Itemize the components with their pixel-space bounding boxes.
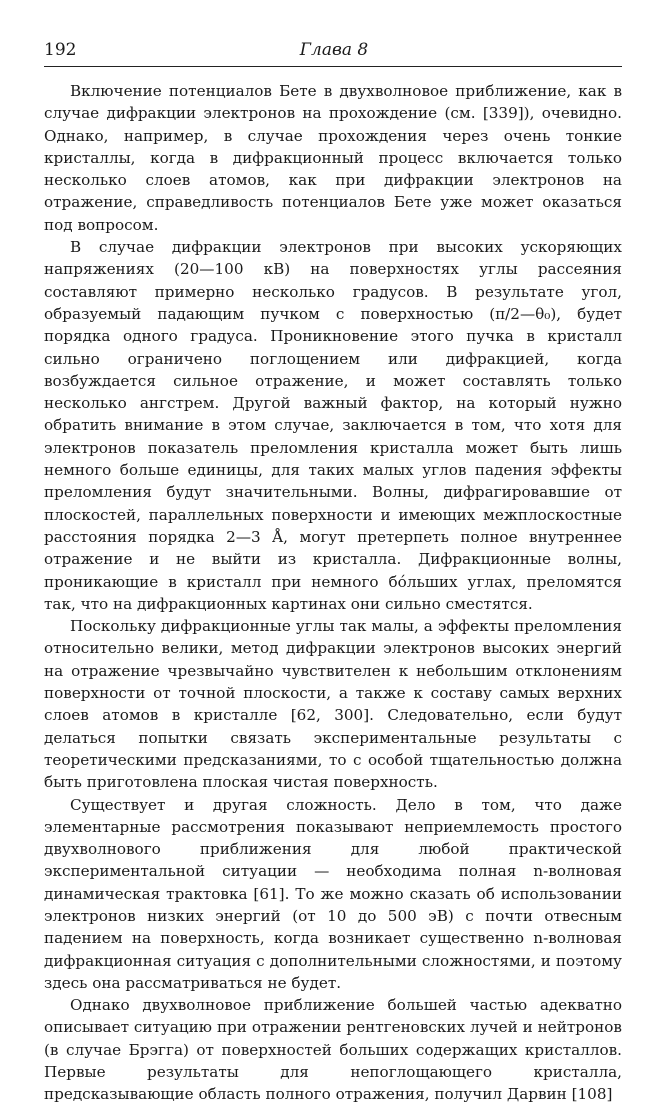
page-body — [44, 80, 622, 1106]
header-rule — [44, 66, 622, 67]
paragraph-1: Включение потенциалов Бете в двухволновое приближение, как в случае дифракции электронов на прохождение (см. [339]), очевидно. Однако, например, в случае прохождения через очень тонкие кристаллы, когда в дифракционный процесс включается только несколько слоев атомов, как при дифракции электронов на отражение, справедливость потенциалов Бете уже может оказаться под вопросом. — [44, 82, 622, 234]
paragraph-3: Поскольку дифракционные углы так малы, а эффекты преломления относительно велики, метод дифракции электронов высоких энергий на отражение чрезвычайно чувствителен к небольшим отклонениям поверхности от точной плоскости, а также к составу самых верхних слоев атомов в кристалле [62, 300]. Следовательно, если будут делаться попытки связать экспериментальные результаты с теоретическими предсказаниями, то с особой тщательностью должна быть приготовлена плоская чистая поверхность. — [44, 617, 622, 792]
page-header — [44, 40, 624, 64]
paragraph-5: Однако двухволновое приближение большей частью адекватно описывает ситуацию при отражении рентгеновских лучей и нейтронов (в случае Брэгга) от поверхностей больших содержащих кристаллов. Первые результаты для непоглощающего кристалла, предсказывающие область полного отражения, получил Дарвин [108] — [44, 996, 622, 1104]
page-number: 192 — [44, 40, 77, 60]
chapter-title: Глава 8 — [299, 40, 369, 60]
paragraph-2: В случае дифракции электронов при высоких ускоряющих напряжениях (20—100 кВ) на поверхностях углы рассеяния составляют примерно несколько градусов. В результате угол, образуемый падающим пучком с поверхностью (π/2—θ₀), будет порядка одного градуса. Проникновение этого пучка в кристалл сильно ограничено поглощением или дифракцией, когда возбуждается сильное отражение, и может составлять только несколько ангстрем. Другой важный фактор, на который нужно обратить внимание в этом случае, заключается в том, что хотя для электронов показатель преломления кристалла может быть лишь немного больше единицы, для таких малых углов падения эффекты преломления будут значительными. Волны, дифрагировавшие от плоскостей, параллельных поверхности и имеющих межплоскостные расстояния порядка 2—3 Å, могут претерпеть полное внутреннее отражение и не выйти из кристалла. Дифракционные волны, проникающие в кристалл при немного бóльших углах, преломятся так, что на дифракционных картинах они сильно сместятся. — [44, 238, 622, 613]
paragraph-4: Существует и другая сложность. Дело в том, что даже элементарные рассмотрения показывают неприемлемость простого двухволнового приближения для любой практической экспериментальной ситуации — необходима полная n-волновая динамическая трактовка [61]. То же можно сказать об использовании электронов низких энергий (от 10 до 500 эВ) с почти отвесным падением на поверхность, когда возникает существенно n-волновая дифракционная ситуация с дополнительными сложностями, и поэтому здесь она рассматриваться не будет. — [44, 795, 622, 992]
